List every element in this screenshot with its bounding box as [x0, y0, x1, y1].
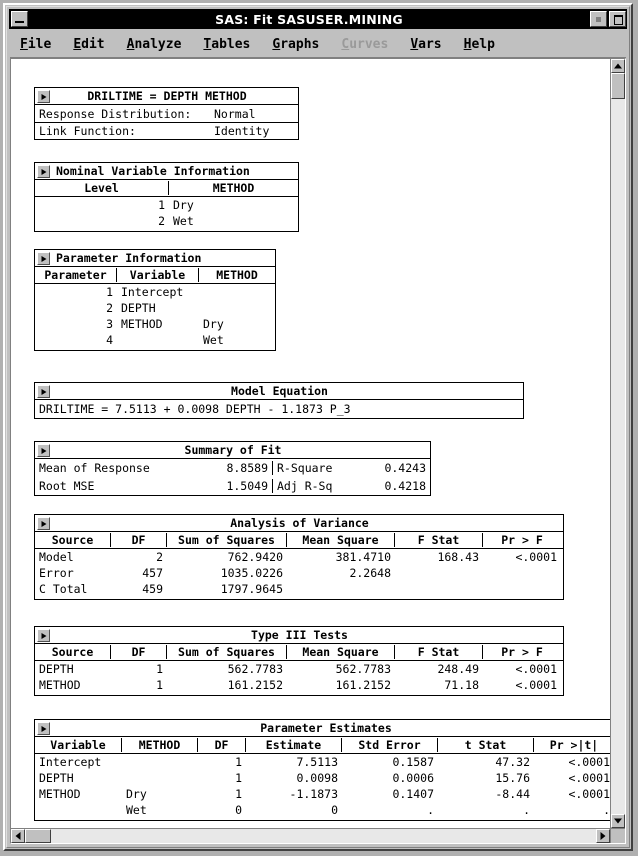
nominal-title: Nominal Variable Information — [56, 164, 250, 178]
cell-variable: DEPTH — [39, 771, 74, 785]
parameter-info-body — [35, 284, 275, 350]
cell-t-stat: 47.32 — [495, 755, 530, 769]
parameter-estimates-body — [35, 754, 610, 820]
anova-body — [35, 549, 563, 599]
response-distribution-label: Response Distribution: — [39, 106, 192, 121]
col-sum-of-squares: Sum of Squares — [167, 533, 287, 547]
cell-ss: 1035.0226 — [220, 566, 283, 580]
cell-source: Error — [39, 566, 74, 580]
model-equation-table — [34, 382, 524, 419]
parameter-info-title-row — [35, 250, 275, 267]
table-row — [35, 213, 298, 229]
cell-variable: METHOD — [121, 317, 163, 331]
col-method: METHOD — [122, 738, 198, 752]
table-row — [35, 565, 563, 581]
cell-mean-of-response-value: 8.8589 — [183, 461, 273, 475]
cell-mean-of-response-label: Mean of Response — [39, 461, 150, 475]
type3-header-row — [35, 644, 563, 661]
vertical-scrollbar[interactable] — [610, 59, 625, 828]
model-equation-text: DRILTIME = 7.5113 + 0.0098 DEPTH - 1.1873 P_3 — [39, 402, 351, 416]
cell-variable: Intercept — [121, 285, 184, 299]
menu-bar — [10, 32, 626, 58]
cell-ss: 762.9420 — [227, 550, 283, 564]
scroll-down-button[interactable] — [611, 814, 625, 828]
cell-root-mse-value: 1.5049 — [183, 479, 273, 493]
cell-variable: Intercept — [39, 755, 102, 769]
col-method: METHOD — [212, 181, 255, 195]
table-row — [35, 677, 563, 693]
model-header-table — [34, 87, 299, 140]
col-method: METHOD — [216, 268, 258, 282]
nominal-header-row — [35, 180, 298, 197]
cell-df: 459 — [142, 582, 163, 596]
cell-ss: 1797.9645 — [220, 582, 283, 596]
cell-df: 1 — [235, 787, 242, 801]
nominal-title-row — [35, 163, 298, 180]
window-title: SAS: Fit SASUSER.MINING — [215, 11, 403, 27]
col-variable: Variable — [35, 738, 122, 752]
col-pr-f: Pr > F — [501, 645, 543, 659]
cell-r-square-value: 0.4243 — [384, 461, 426, 475]
cell-method: Wet — [203, 333, 224, 347]
menu-tables[interactable]: Tables — [203, 37, 251, 52]
col-pr-t: Pr >|t| — [549, 738, 599, 752]
cell-std-error: 0.1587 — [392, 755, 434, 769]
link-function-value: Identity — [214, 124, 270, 138]
cell-std-error: 0.0006 — [392, 771, 434, 785]
cell-ms: 2.2648 — [349, 566, 391, 580]
expand-collapse-icon[interactable] — [37, 629, 50, 642]
table-row — [35, 802, 610, 818]
model-header-title-row — [35, 88, 298, 105]
menu-edit[interactable]: Edit — [73, 37, 105, 52]
cell-adj-r-sq-label: Adj R-Sq — [277, 479, 333, 493]
model-equation-title: Model Equation — [231, 384, 328, 398]
cell-estimate: 0 — [331, 803, 338, 817]
col-df: DF — [111, 645, 167, 659]
cell-estimate: -1.1873 — [289, 787, 338, 801]
expand-collapse-icon[interactable] — [37, 90, 50, 103]
cell-method: Dry — [173, 198, 194, 212]
analysis-of-variance-table — [34, 514, 564, 600]
maximize-icon — [614, 15, 623, 25]
summary-of-fit-title: Summary of Fit — [184, 443, 282, 457]
cell-df: 1 — [156, 662, 163, 676]
link-function-row — [35, 122, 298, 139]
col-source: Source — [35, 645, 111, 659]
anova-title: Analysis of Variance — [230, 516, 369, 530]
table-row — [35, 754, 610, 770]
type3-title-row — [35, 627, 563, 644]
col-source: Source — [35, 533, 111, 547]
cell-parameter: 2 — [106, 301, 113, 315]
model-equation-row — [35, 400, 523, 418]
parameter-estimates-title-row — [35, 720, 610, 737]
minimize-icon — [15, 21, 24, 23]
cell-ms: 562.7783 — [335, 662, 391, 676]
cell-ms: 381.4710 — [335, 550, 391, 564]
cell-method: Wet — [126, 803, 147, 817]
col-level: Level — [35, 181, 169, 195]
table-row — [35, 197, 298, 213]
col-parameter: Parameter — [35, 268, 117, 282]
col-f-stat: F Stat — [395, 533, 483, 547]
parameter-estimates-title: Parameter Estimates — [260, 721, 392, 735]
col-df: DF — [111, 533, 167, 547]
cell-t-stat: 15.76 — [495, 771, 530, 785]
cell-parameter: 4 — [106, 333, 113, 347]
cell-ss: 161.2152 — [227, 678, 283, 692]
cell-pr-t: . — [603, 803, 610, 817]
window-minimize-button[interactable] — [11, 11, 28, 27]
table-row — [35, 477, 430, 495]
table-row — [35, 770, 610, 786]
response-distribution-row — [35, 105, 298, 122]
menu-file[interactable]: File — [20, 37, 52, 52]
application-window — [3, 3, 633, 851]
parameter-estimates-header-row — [35, 737, 610, 754]
cell-source: METHOD — [39, 678, 81, 692]
col-pr-f: Pr > F — [501, 533, 543, 547]
scroll-up-button[interactable] — [611, 59, 625, 73]
cell-prf: <.0001 — [515, 662, 557, 676]
cell-source: Model — [39, 550, 74, 564]
scroll-left-button[interactable] — [11, 829, 25, 843]
title-bar — [9, 9, 627, 29]
expand-collapse-icon[interactable] — [37, 165, 50, 178]
window-restore-button[interactable] — [590, 11, 607, 27]
table-row — [35, 316, 275, 332]
horizontal-scroll-thumb[interactable] — [25, 829, 51, 843]
expand-collapse-icon[interactable] — [37, 722, 50, 735]
cell-parameter: 3 — [106, 317, 113, 331]
cell-root-mse-label: Root MSE — [39, 479, 95, 493]
cell-fstat: 168.43 — [437, 550, 479, 564]
cell-method: Wet — [173, 214, 194, 228]
anova-title-row — [35, 515, 563, 532]
cell-variable: METHOD — [39, 787, 81, 801]
anova-header-row — [35, 532, 563, 549]
client-area — [10, 58, 626, 844]
response-distribution-value: Normal — [214, 106, 256, 121]
horizontal-scrollbar[interactable] — [11, 828, 610, 843]
col-estimate: Estimate — [246, 738, 342, 752]
cell-source: DEPTH — [39, 662, 74, 676]
window-inner-frame — [6, 6, 630, 848]
table-row — [35, 459, 430, 477]
table-row — [35, 332, 275, 348]
nominal-body — [35, 197, 298, 231]
cell-pr-t: <.0001 — [568, 787, 610, 801]
cell-std-error: 0.1407 — [392, 787, 434, 801]
cell-method: Dry — [203, 317, 224, 331]
col-mean-square: Mean Square — [287, 645, 395, 659]
cell-pr-t: <.0001 — [568, 771, 610, 785]
parameter-info-header-row — [35, 267, 275, 284]
menu-graphs[interactable]: Graphs — [272, 37, 320, 52]
cell-fstat: 248.49 — [437, 662, 479, 676]
menu-help[interactable]: Help — [463, 37, 495, 52]
vertical-scroll-thumb[interactable] — [611, 73, 625, 99]
cell-level: 1 — [158, 198, 165, 212]
type3-title: Type III Tests — [251, 628, 348, 642]
cell-variable: DEPTH — [121, 301, 156, 315]
scroll-right-button[interactable] — [596, 829, 610, 843]
col-sum-of-squares: Sum of Squares — [167, 645, 287, 659]
cell-prf: <.0001 — [515, 678, 557, 692]
cell-df: 0 — [235, 803, 242, 817]
expand-collapse-icon[interactable] — [37, 517, 50, 530]
expand-collapse-icon[interactable] — [37, 385, 50, 398]
cell-r-square-label: R-Square — [277, 461, 333, 475]
table-row — [35, 661, 563, 677]
summary-of-fit-table — [34, 441, 431, 496]
link-function-label: Link Function: — [39, 124, 136, 138]
cell-method: Dry — [126, 787, 147, 801]
col-variable: Variable — [117, 268, 199, 282]
cell-source: C Total — [39, 582, 88, 596]
table-row — [35, 549, 563, 565]
cell-adj-r-sq-value: 0.4218 — [384, 479, 426, 493]
model-header-title: DRILTIME = DEPTH METHOD — [87, 89, 247, 103]
table-row — [35, 300, 275, 316]
cell-ss: 562.7783 — [227, 662, 283, 676]
table-row — [35, 284, 275, 300]
parameter-estimates-table — [34, 719, 610, 821]
cell-df: 1 — [235, 771, 242, 785]
col-df: DF — [198, 738, 246, 752]
cell-parameter: 1 — [106, 285, 113, 299]
col-std-error: Std Error — [342, 738, 438, 752]
cell-pr-t: <.0001 — [568, 755, 610, 769]
menu-analyze[interactable]: Analyze — [126, 37, 182, 52]
cell-df: 1 — [235, 755, 242, 769]
nominal-variable-information-table — [34, 162, 299, 232]
col-mean-square: Mean Square — [287, 533, 395, 547]
summary-of-fit-title-row — [35, 442, 430, 459]
expand-collapse-icon[interactable] — [37, 252, 50, 265]
menu-vars[interactable]: Vars — [410, 37, 442, 52]
cell-estimate: 7.5113 — [296, 755, 338, 769]
cell-level: 2 — [158, 214, 165, 228]
window-maximize-button[interactable] — [609, 11, 626, 27]
cell-df: 2 — [156, 550, 163, 564]
cell-fstat: 71.18 — [444, 678, 479, 692]
parameter-info-title: Parameter Information — [56, 251, 202, 265]
menu-curves: Curves — [341, 37, 389, 52]
cell-std-error: . — [427, 803, 434, 817]
cell-t-stat: -8.44 — [495, 787, 530, 801]
report-canvas — [11, 59, 610, 828]
restore-icon — [596, 17, 601, 22]
parameter-information-table — [34, 249, 276, 351]
scrollbar-corner — [610, 828, 625, 843]
col-f-stat: F Stat — [395, 645, 483, 659]
table-row — [35, 786, 610, 802]
table-row — [35, 581, 563, 597]
cell-df: 457 — [142, 566, 163, 580]
cell-t-stat: . — [523, 803, 530, 817]
cell-prf: <.0001 — [515, 550, 557, 564]
cell-estimate: 0.0098 — [296, 771, 338, 785]
cell-df: 1 — [156, 678, 163, 692]
expand-collapse-icon[interactable] — [37, 444, 50, 457]
type-iii-tests-table — [34, 626, 564, 696]
model-equation-title-row — [35, 383, 523, 400]
cell-ms: 161.2152 — [335, 678, 391, 692]
col-t-stat: t Stat — [438, 738, 534, 752]
type3-body — [35, 661, 563, 695]
